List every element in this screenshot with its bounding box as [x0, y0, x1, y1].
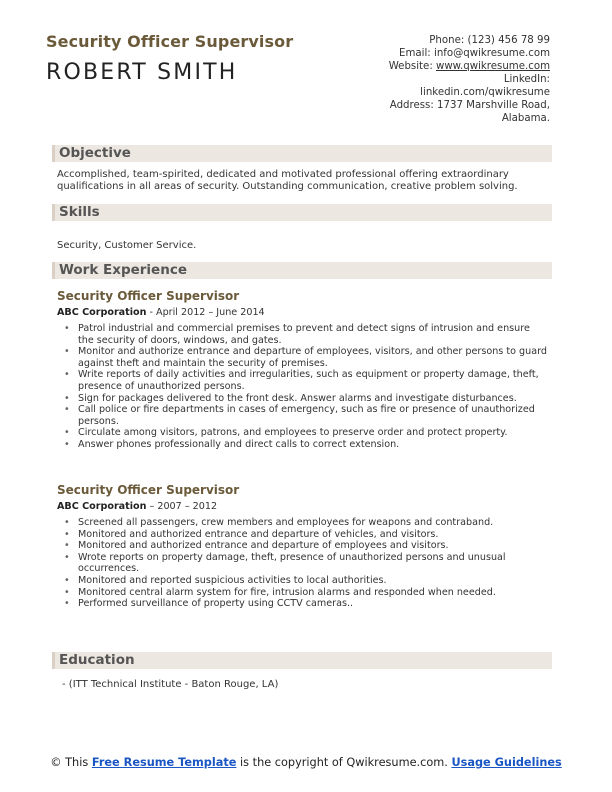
objective-text: Accomplished, team-spirited, dedicated and motivated professional offering extraordinary qualifications in all areas of security. Outstanding communication, creative problem solving. — [57, 169, 518, 192]
section-heading-skills: Skills — [52, 204, 552, 221]
list-item: • Monitored and authorized entrance and departure of vehicles, and visitors. — [57, 529, 547, 541]
contact-linkedin: linkedin.com/qwikresume — [420, 87, 550, 98]
job-2-bullets — [57, 517, 547, 610]
education-text: - (ITT Technical Institute - Baton Rouge, LA) — [62, 679, 279, 690]
contact-email-line — [389, 47, 550, 60]
job-2-company-line — [57, 501, 217, 512]
list-item: • Circulate among visitors, patrons, and employees to preserve order and protect property. — [57, 427, 547, 439]
list-item: • Sign for packages delivered to the front desk. Answer alarms and investigate disturbances. — [57, 393, 547, 405]
list-item: • Patrol industrial and commercial premises to prevent and detect signs of intrusion and ensure the security of doors, windows, and gates. — [57, 323, 547, 346]
list-item: • Wrote reports on property damage, theft, presence of unauthorized persons and unusual occurrences. — [57, 552, 547, 575]
list-item: • Write reports of daily activities and irregularities, such as equipment or property damage, theft, presence of unauthorized persons. — [57, 369, 547, 392]
candidate-name: ROBERT SMITH — [46, 60, 238, 85]
footer-middle: is the copyright of Qwikresume.com. — [236, 756, 452, 769]
job-2-dates: – 2007 – 2012 — [146, 501, 218, 512]
header-left — [46, 32, 293, 85]
list-item: • Performed surveillance of property using CCTV cameras.. — [57, 598, 547, 610]
contact-address-line1: Address: 1737 Marshville Road, — [389, 100, 550, 111]
job-2-company: ABC Corporation — [57, 501, 147, 512]
contact-phone: Phone: (123) 456 78 99 — [429, 35, 550, 46]
list-item: • Answer phones professionally and direct calls to correct extension. — [57, 439, 547, 451]
free-resume-template-link[interactable]: Free Resume Template — [91, 756, 237, 769]
contact-email[interactable]: info@qwikresume.com — [433, 48, 550, 59]
contact-website-line — [389, 60, 550, 73]
section-heading-objective: Objective — [52, 145, 552, 162]
contact-email-label: Email: — [399, 48, 434, 59]
job-1-bullets — [57, 323, 547, 451]
contact-website-link[interactable]: www.qwikresume.com — [435, 61, 550, 72]
contact-website-label: Website: — [388, 61, 436, 72]
list-item: • Monitored central alarm system for fire, intrusion alarms and responded when needed. — [57, 587, 547, 599]
list-item: • Monitored and authorized entrance and departure of employees and visitors. — [57, 540, 547, 552]
job-1-company: ABC Corporation — [57, 307, 147, 318]
section-heading-education: Education — [52, 652, 552, 669]
list-item: • Call police or fire departments in cases of emergency, such as fire or presence of unauthorized persons. — [57, 404, 547, 427]
job-title: Security Officer Supervisor — [46, 32, 294, 51]
contact-block — [389, 34, 550, 125]
job-1-title: Security Officer Supervisor — [57, 289, 240, 303]
contact-linkedin-label: LinkedIn: — [503, 74, 550, 85]
contact-address-line2: Alabama. — [501, 113, 550, 124]
usage-guidelines-link[interactable]: Usage Guidelines — [451, 756, 562, 769]
job-1-company-line — [57, 307, 265, 318]
copyright-footer — [0, 756, 612, 770]
list-item: • Screened all passengers, crew members and employees for weapons and contraband. — [57, 517, 547, 529]
job-1-dates: - April 2012 – June 2014 — [146, 307, 265, 318]
list-item: • Monitor and authorize entrance and departure of employees, visitors, and other persons to guard against theft and maintain the security of premises. — [57, 346, 547, 369]
list-item: • Monitored and reported suspicious activities to local authorities. — [57, 575, 547, 587]
section-heading-work-experience: Work Experience — [52, 262, 552, 279]
job-2-title: Security Officer Supervisor — [57, 483, 240, 497]
footer-prefix: © This — [50, 756, 92, 769]
skills-text: Security, Customer Service. — [57, 240, 197, 251]
